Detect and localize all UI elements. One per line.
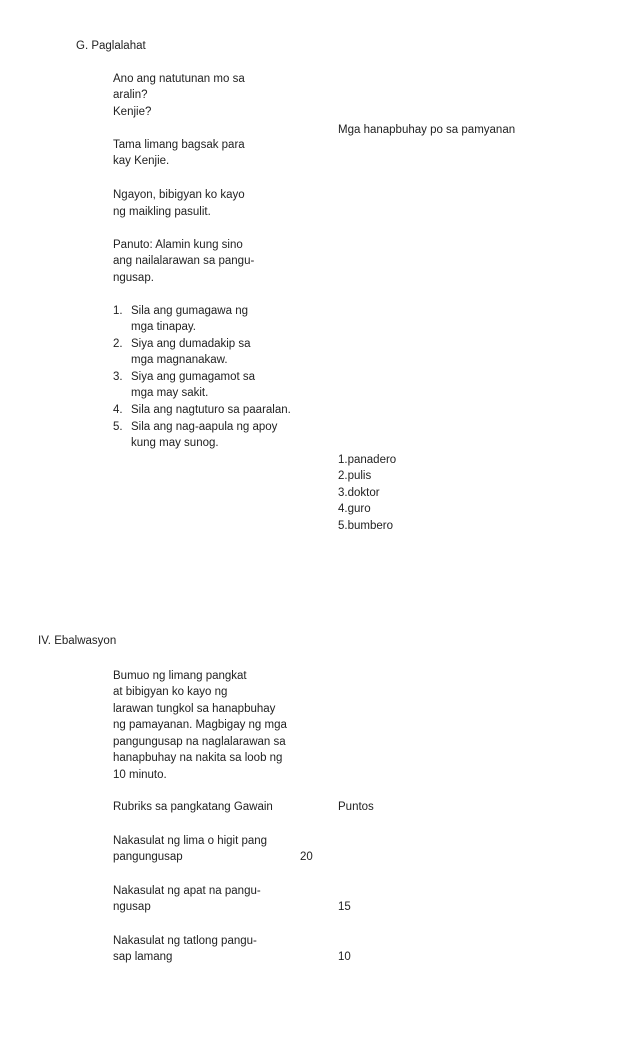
quiz-item-text: Sila ang nagtuturo sa paaralan.: [131, 404, 291, 416]
quiz-item-text: mga magnanakaw.: [131, 354, 228, 366]
student-answer: Mga hanapbuhay po sa pamyanan: [338, 124, 516, 136]
instruction-line: 10 minuto.: [113, 769, 167, 781]
answer-item: 5.bumbero: [338, 520, 393, 532]
answer-item: 4.guro: [338, 503, 371, 515]
instruction-line: hanapbuhay na nakita sa loob ng: [113, 752, 283, 764]
question-line: Ano ang natutunan mo sa: [113, 73, 245, 85]
quiz-item-text: kung may sunog.: [131, 437, 219, 449]
section-iv-heading: IV. Ebalwasyon: [38, 635, 117, 647]
answer-item: 2.pulis: [338, 470, 372, 482]
rubric-criterion: ngusap: [113, 901, 151, 913]
quiz-item-text: Siya ang dumadakip sa: [131, 338, 251, 350]
instruction-line: larawan tungkol sa hanapbuhay: [113, 703, 276, 715]
section-g-heading: G. Paglalahat: [76, 40, 146, 52]
rubric-criterion: pangungusap: [113, 851, 183, 863]
rubric-criterion: sap lamang: [113, 951, 173, 963]
instruction-line: ng pamayanan. Magbigay ng mga: [113, 719, 287, 731]
rubric-points: 15: [338, 901, 351, 913]
rubric-criterion: Nakasulat ng tatlong pangu-: [113, 935, 257, 947]
quiz-item-number: 2.: [113, 338, 123, 350]
praise-line: kay Kenjie.: [113, 155, 170, 167]
instruction-line: pangungusap na naglalarawan sa: [113, 736, 286, 748]
quiz-item-text: Siya ang gumagamot sa: [131, 371, 256, 383]
quiz-item-text: mga tinapay.: [131, 321, 196, 333]
rubric-criterion: Nakasulat ng lima o higit pang: [113, 835, 268, 847]
quiz-item-text: mga may sakit.: [131, 387, 209, 399]
instruction-line: at bibigyan ko kayo ng: [113, 686, 228, 698]
quiz-item-text: Sila ang nag-aapula ng apoy: [131, 421, 278, 433]
question-line: Kenjie?: [113, 106, 152, 118]
answer-item: 1.panadero: [338, 454, 397, 466]
rubric-criterion: Nakasulat ng apat na pangu-: [113, 885, 261, 897]
quiz-item-text: Sila ang gumagawa ng: [131, 305, 248, 317]
quiz-item-number: 4.: [113, 404, 123, 416]
rubric-title: Rubriks sa pangkatang Gawain: [113, 801, 273, 813]
directions-line: Panuto: Alamin kung sino: [113, 239, 243, 251]
rubric-points: 20: [300, 851, 313, 863]
quiz-item-number: 1.: [113, 305, 123, 317]
quiz-intro-line: ng maikling pasulit.: [113, 206, 211, 218]
directions-line: ngusap.: [113, 272, 154, 284]
praise-line: Tama limang bagsak para: [113, 139, 245, 151]
quiz-intro-line: Ngayon, bibigyan ko kayo: [113, 189, 245, 201]
question-line: aralin?: [113, 89, 148, 101]
directions-line: ang nailalarawan sa pangu-: [113, 255, 255, 267]
rubric-points: 10: [338, 951, 351, 963]
answer-item: 3.doktor: [338, 487, 380, 499]
quiz-item-number: 3.: [113, 371, 123, 383]
quiz-item-number: 5.: [113, 421, 123, 433]
points-header: Puntos: [338, 801, 374, 813]
instruction-line: Bumuo ng limang pangkat: [113, 670, 247, 682]
